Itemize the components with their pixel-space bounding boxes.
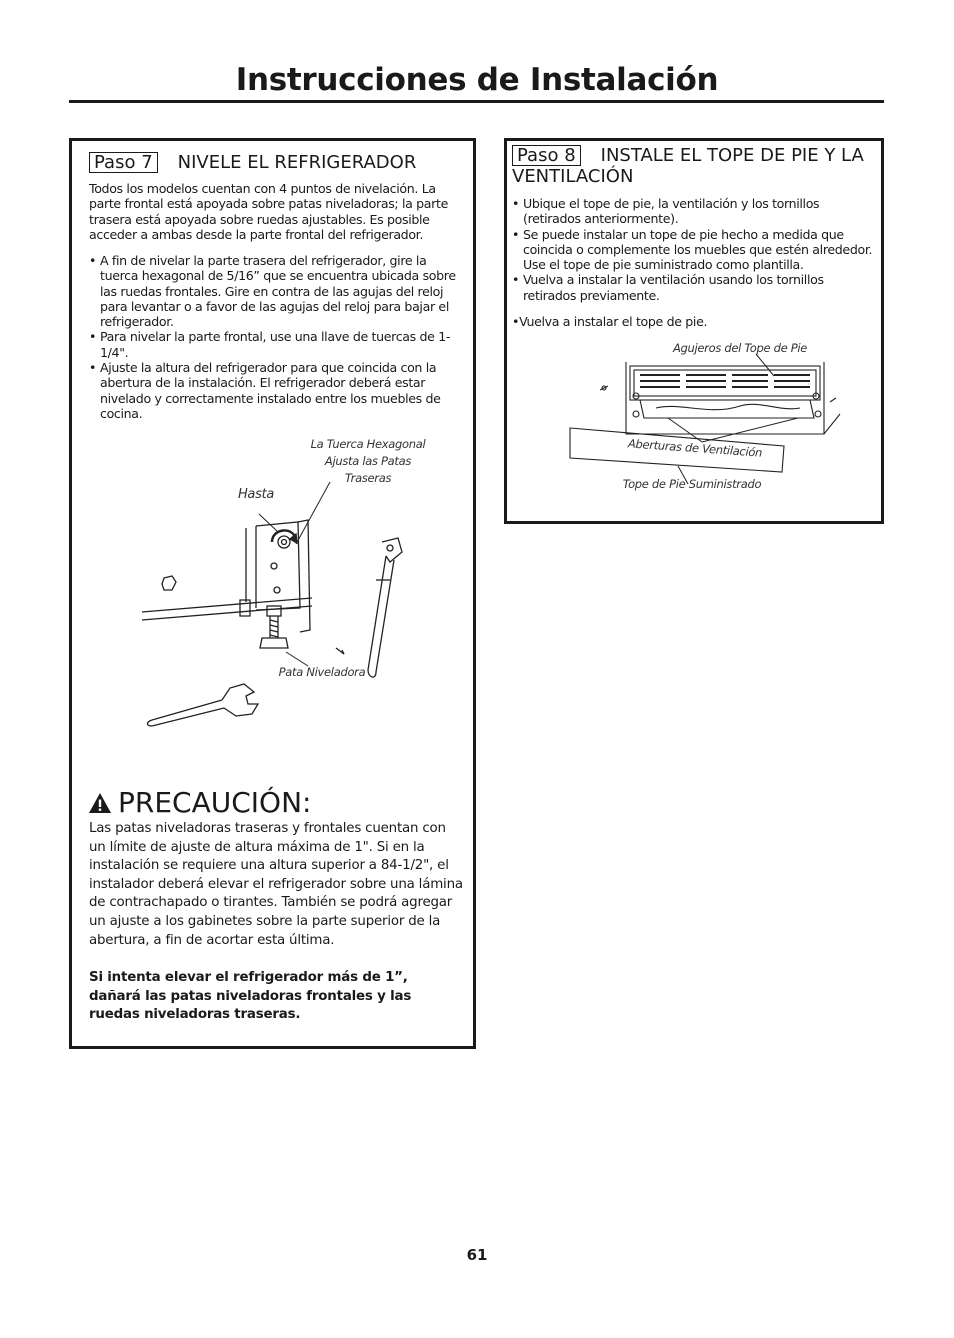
caution-body: Las patas niveladoras traseras y frontales cuentan con un límite de ajuste de altura máxima de 1". Si en la instalación se requiere una altura superior a 84-1/2", el instalador deberá elevar el refrigerador sobre una lámina de contrachapado o tirantes. También se podrá agregar un ajuste a los gabinetes sobre la parte superior de la abertura, a fin de acortar esta última. — [89, 821, 463, 948]
list-item: • Ajuste la altura del refrigerador para que coincida con la abertura de la instalación. El refrigerador deberá estar nivelado y correctamente instalado entre los muebles de cocina. — [89, 360, 441, 421]
step8-heading — [512, 145, 884, 187]
list-item: • A fin de nivelar la parte trasera del refrigerador, gire la tuerca hexagonal de 5/16” que se encuentra ubicada sobre las ruedas frontales. Gire en contra de las agujas del reloj para levantar o a favor de las agujas del reloj para bajar el refrigerador. — [89, 253, 456, 330]
step7-bullets — [89, 253, 461, 421]
page-number: 61 — [466, 1246, 488, 1264]
caution-warning: Si intenta elevar el refrigerador más de 1”, dañará las patas niveladoras frontales y las ruedas niveladoras traseras. — [89, 970, 412, 1023]
list-item: • Vuelva a instalar la ventilación usando los tornillos retirados previamente. — [512, 272, 824, 303]
list-item: • Para nivelar la parte frontal, use una llave de tuercas de 1-1/4". — [89, 329, 451, 360]
step7-heading — [89, 152, 416, 173]
toekick-illustration — [560, 338, 860, 498]
holes-label: Agujeros del Tope de Pie — [672, 341, 808, 355]
nut-label: La Tuerca Hexagonal Ajusta las Patas Traseras — [310, 437, 426, 485]
list-item: • Ubique el tope de pie, la ventilación y los tornillos (retirados anteriormente). — [512, 196, 820, 227]
warning-icon — [88, 792, 112, 814]
step8-title: INSTALE EL TOPE DE PIE Y LA VENTILACIÓN — [512, 145, 864, 187]
caution-title: PRECAUCIÓN: — [118, 786, 312, 819]
direction-label: Hasta — [237, 487, 275, 502]
step8-tag: Paso 8 — [512, 145, 581, 166]
step7-intro: Todos los modelos cuentan con 4 puntos de nivelación. La parte frontal está apoyada sobre patas niveladoras; la parte trasera está apoyada sobre ruedas ajustables. Es posible acceder a ambas desde la parte frontal del refrigerador. — [89, 181, 448, 242]
step7-title: NIVELE EL REFRIGERADOR — [177, 152, 417, 173]
caution-heading — [88, 786, 311, 819]
vents-label: Aberturas de Ventilación — [627, 436, 763, 460]
step7-tag: Paso 7 — [89, 152, 158, 173]
step8-last-item: •Vuelva a instalar el tope de pie. — [512, 314, 708, 329]
title-rule — [69, 100, 884, 103]
page-title: Instrucciones de Instalación — [235, 62, 719, 98]
list-item: • Se puede instalar un tope de pie hecho a medida que coincida o complemente los muebles que estén alrededor. Use el tope de pie suministrado como plantilla. — [512, 226, 873, 273]
toekick-label: Tope de Pie Suministrado — [622, 477, 762, 491]
leg-label: Pata Niveladora — [278, 665, 366, 679]
step8-bullets — [512, 196, 878, 303]
